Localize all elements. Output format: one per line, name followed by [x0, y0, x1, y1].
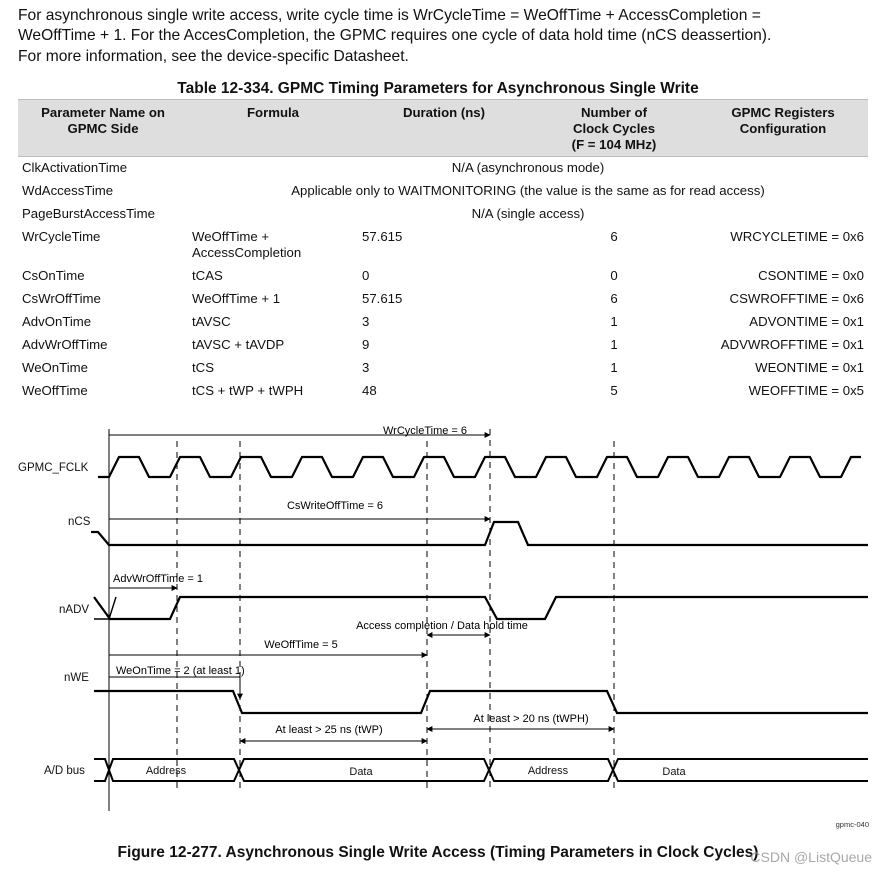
cell-duration: 3: [362, 360, 370, 375]
cell-formula: tCS + tWP + tWPH: [192, 383, 304, 398]
cell-formula: WeOffTime + AccessCompletion: [192, 229, 302, 260]
intro-line: For more information, see the device-specific Datasheet.: [18, 47, 409, 65]
watermark: CSDN @ListQueue: [750, 849, 872, 865]
signal-ncs-label: nCS: [68, 516, 91, 528]
twp-label: At least > 25 ns (tWP): [275, 724, 383, 736]
table-row: [18, 203, 868, 226]
cell-cycles: 1: [610, 337, 618, 352]
header-formula: [188, 100, 358, 157]
cell-duration: 48: [362, 383, 377, 398]
cell-duration: 57.615: [362, 229, 403, 244]
cell-duration: 9: [362, 337, 370, 352]
cell-name: CsOnTime: [22, 268, 85, 283]
cell-name: CsWrOffTime: [22, 291, 101, 306]
bus-waveform: [94, 759, 868, 781]
nwe-waveform: [94, 691, 868, 713]
cell-cycles: 1: [610, 360, 618, 375]
twph-label: At least > 20 ns (tWPH): [473, 713, 589, 725]
table-row: [18, 380, 868, 403]
header-duration: [358, 100, 530, 157]
intro-paragraph: [18, 6, 868, 67]
cell-config: WEONTIME = 0x1: [755, 360, 864, 375]
figure-caption: Figure 12-277. Asynchronous Single Write Access (Timing Parameters in Clock Cycles): [117, 844, 759, 861]
table-row: [18, 226, 868, 265]
cell-cycles: 0: [610, 268, 618, 283]
signal-nwe-label: nWE: [64, 672, 89, 684]
ncs-waveform: [91, 522, 868, 545]
cell-formula: tAVSC: [192, 314, 231, 329]
cell-cycles: 6: [610, 291, 618, 306]
we-on-label: WeOnTime = 2 (at least 1): [116, 665, 245, 677]
cell-name: WeOnTime: [22, 360, 88, 375]
table-row: [18, 288, 868, 311]
header-duration-text: Duration (ns): [402, 105, 486, 120]
header-parameter-name-text: Parameter Name on GPMC Side: [41, 105, 165, 136]
table-row: [18, 265, 868, 288]
cell-name: AdvWrOffTime: [22, 337, 108, 352]
cell-formula: tCAS: [192, 268, 223, 283]
cell-name: WeOffTime: [22, 383, 88, 398]
cell-name: WdAccessTime: [22, 183, 114, 198]
bus-segment-label: Data: [349, 766, 373, 778]
header-clock-cycles-text: Number of Clock Cycles (F = 104 MHz): [571, 105, 657, 152]
cell-duration: 3: [362, 314, 370, 329]
intro-line: WeOffTime + 1. For the AccesCompletion, the GPMC requires one cycle of data hold time (nCS deassertion).: [18, 27, 772, 45]
cell-config: WRCYCLETIME = 0x6: [730, 229, 864, 244]
cs-write-off-label: CsWriteOffTime = 6: [286, 500, 384, 512]
cell-span: N/A (asynchronous mode): [451, 160, 605, 175]
intro-line: For asynchronous single write access, write cycle time is WrCycleTime = WeOffTime + AccessCompletion =: [18, 7, 761, 24]
adv-wr-off-label: AdvWrOffTime = 1: [113, 573, 203, 585]
cell-cycles: 6: [610, 229, 618, 244]
header-clock-cycles: [530, 100, 698, 157]
cell-formula: tAVSC + tAVDP: [192, 337, 285, 352]
cell-span: N/A (single access): [471, 206, 585, 221]
table-row: [18, 311, 868, 334]
timing-diagram: [0, 415, 876, 835]
cell-span: Applicable only to WAITMONITORING (the value is the same as for read access): [291, 183, 765, 198]
header-registers: [698, 100, 868, 157]
wr-cycle-label: WrCycleTime = 6: [382, 425, 468, 437]
cell-formula: WeOffTime + 1: [192, 291, 281, 306]
we-off-label: WeOffTime = 5: [264, 639, 338, 651]
cell-config: CSONTIME = 0x0: [758, 268, 864, 283]
bus-segment-label: Address: [527, 765, 569, 777]
signal-clk-label: GPMC_FCLK: [18, 462, 89, 474]
cell-config: CSWROFFTIME = 0x6: [729, 291, 864, 306]
cell-config: ADVONTIME = 0x1: [749, 314, 864, 329]
signal-bus-label: A/D bus: [44, 765, 85, 777]
table-header-row: [18, 100, 868, 157]
cell-duration: 57.615: [362, 291, 403, 306]
cell-name: ClkActivationTime: [22, 160, 128, 175]
cell-duration: 0: [362, 268, 370, 283]
bus-segment-label: Data: [662, 766, 686, 778]
cell-name: WrCycleTime: [22, 229, 101, 244]
clk-waveform: [98, 457, 861, 477]
table-row: [18, 180, 868, 203]
cell-config: WEOFFTIME = 0x5: [748, 383, 864, 398]
cell-config: ADVWROFFTIME = 0x1: [720, 337, 864, 352]
cell-name: PageBurstAccessTime: [22, 206, 155, 221]
header-registers-text: GPMC Registers Configuration: [731, 105, 835, 136]
header-formula-text: Formula: [246, 105, 300, 120]
table-row: [18, 157, 868, 181]
header-parameter-name: [18, 100, 188, 157]
cell-cycles: 5: [610, 383, 618, 398]
figure-id: gpmc-040: [835, 820, 869, 829]
signal-nadv-label: nADV: [59, 604, 90, 616]
bus-segment-label: Address: [145, 765, 187, 777]
table-row: [18, 334, 868, 357]
cell-name: AdvOnTime: [22, 314, 92, 329]
we-on-arrow: [109, 677, 240, 699]
access-completion-label: Access completion / Data hold time: [356, 620, 528, 632]
nadv-waveform: [94, 597, 868, 619]
cell-cycles: 1: [610, 314, 618, 329]
cell-formula: tCS: [192, 360, 214, 375]
table-title: Table 12-334. GPMC Timing Parameters for Asynchronous Single Write: [177, 80, 699, 97]
table-row: [18, 357, 868, 380]
timing-parameters-table: [18, 99, 868, 403]
